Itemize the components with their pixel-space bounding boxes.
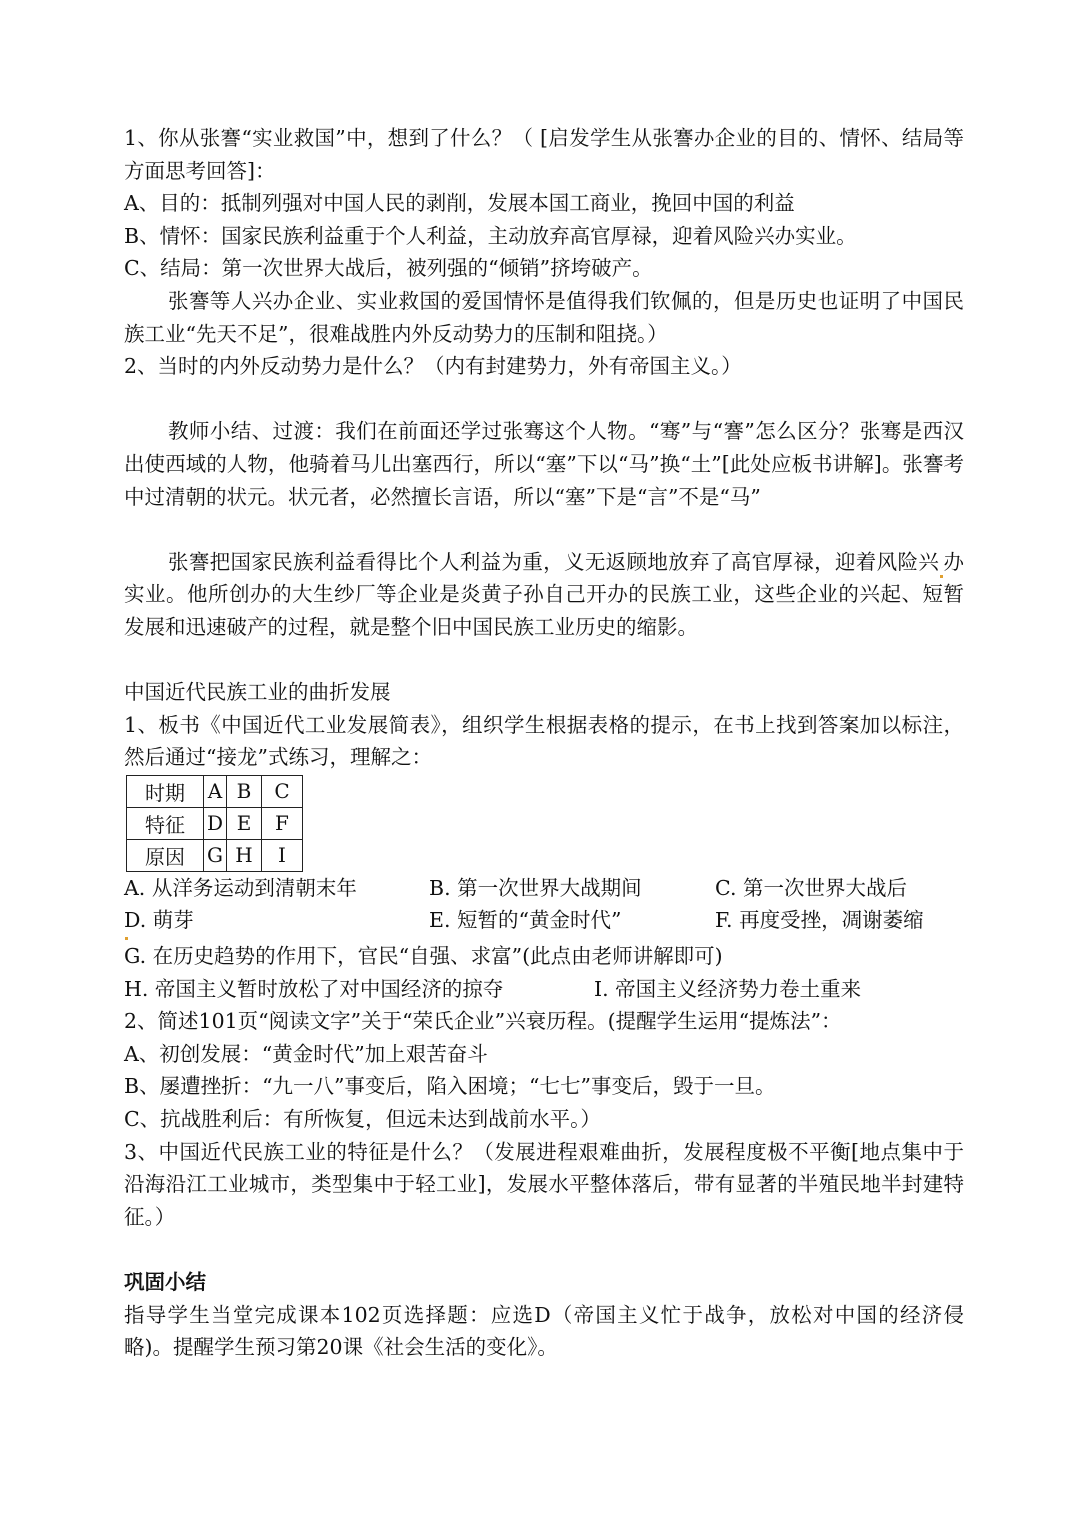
para-before: 张謇把国家民族利益看得比个人利益为重，义无返顾地放弃了高官厚禄，迎着风险兴 (168, 549, 940, 574)
blank-line (124, 383, 964, 416)
teacher-note: 教师小结、过渡：我们在前面还学过张骞这个人物。“骞”与“謇”怎么区分？张骞是西汉出使西域的人物，他骑着马儿出塞西行，所以“塞”下以“马”换“土”[此处应板书讲解]。张謇考中过清朝的状元。状元者，必然擅长言语，所以“塞”下是“言”不是“马” (124, 419, 964, 509)
document-body (124, 122, 964, 1364)
options-row-1 (124, 872, 964, 905)
instruction-1: 1、板书《中国近代工业发展简表》，组织学生根据表格的提示，在书上找到答案加以标注，然后通过“接龙”式练习，理解之： (124, 712, 964, 770)
para-after: 办实业。他所创办的大生纱厂等企业是炎黄子孙自己开办的民族工业，这些企业的兴起、短暂发展和迅速破产的过程，就是整个旧中国民族工业历史的缩影。 (124, 549, 964, 639)
blank-line (124, 1233, 964, 1266)
question-2: 2、当时的内外反动势力是什么？（内有封建势力，外有帝国主义。） (124, 354, 742, 379)
answer-b: B、情怀：国家民族利益重于个人利益，主动放弃高官厚禄，迎着风险兴办实业。 (124, 223, 857, 248)
instruction-2: 2、简述101页“阅读文字”关于“荣氏企业”兴衰历程。(提醒学生运用“提炼法”： (124, 1009, 842, 1034)
table-cell: 时期 (127, 775, 204, 807)
table-cell: E (227, 807, 262, 839)
answer-c: C、结局：第一次世界大战后，被列强的“倾销”挤垮破产。 (124, 256, 653, 281)
option-d: D. 萌芽 (124, 904, 429, 940)
option-f: F. 再度受挫，凋谢萎缩 (715, 908, 924, 933)
table-row (127, 807, 303, 839)
question-1: 1、你从张謇“实业救国”中，想到了什么？（ [启发学生从张謇办企业的目的、情怀、结局等方面思考回答]： (124, 126, 964, 183)
table-cell: I (262, 839, 303, 871)
option-g: G. 在历史趋势的作用下，官民“自强、求富”(此点由老师讲解即可) (124, 944, 723, 969)
instruction-2a: A、初创发展：“黄金时代”加上艰苦奋斗 (124, 1041, 488, 1066)
section-title: 中国近代民族工业的曲折发展 (124, 680, 391, 705)
table-cell: H (227, 839, 262, 871)
instruction-2b: B、屡遭挫折：“九一八”事变后，陷入困境；“七七”事变后，毁于一旦。 (124, 1074, 776, 1099)
option-e: E. 短暂的“黄金时代” (429, 908, 622, 933)
blank-line (124, 644, 964, 677)
development-table (126, 775, 303, 872)
zhangjian-paragraph (124, 546, 964, 644)
summary-paragraph: 张謇等人兴办企业、实业救国的爱国情怀是值得我们钦佩的，但是历史也证明了中国民族工业“先天不足”，很难战胜内外反动势力的压制和阻挠。） (124, 288, 964, 346)
consolidation-heading: 巩固小结 (124, 1270, 206, 1294)
table-cell: F (262, 807, 303, 839)
option-b: B. 第一次世界大战期间 (429, 875, 642, 900)
option-c: C. 第一次世界大战后 (715, 875, 907, 900)
options-row-4 (124, 973, 964, 1006)
table-cell: G (204, 839, 227, 871)
table-row (127, 775, 303, 807)
mark-dot (940, 575, 943, 578)
table-cell: 特征 (127, 807, 204, 839)
options-row-2 (124, 904, 964, 940)
answer-a: A、目的：抵制列强对中国人民的剥削，发展本国工商业，挽回中国的利益 (124, 191, 795, 216)
table-cell: A (204, 775, 227, 807)
consolidation-text: 指导学生当堂完成课本102页选择题：应选D（帝国主义忙于战争，放松对中国的经济侵略)。提醒学生预习第20课《社会生活的变化》。 (124, 1302, 964, 1360)
option-i: I. 帝国主义经济势力卷土重来 (594, 976, 862, 1001)
blank-line (124, 513, 964, 546)
table-cell: B (227, 775, 262, 807)
option-h: H. 帝国主义暂时放松了对中国经济的掠夺 (124, 976, 504, 1001)
option-a: A. 从洋务运动到清朝末年 (124, 875, 357, 900)
table-cell: 原因 (127, 839, 204, 871)
table-cell: C (262, 775, 303, 807)
table-cell: D (204, 807, 227, 839)
table-row (127, 839, 303, 871)
instruction-2c: C、抗战胜利后：有所恢复，但远未达到战前水平。） (124, 1107, 601, 1132)
instruction-3: 3、中国近代民族工业的特征是什么？（发展进程艰难曲折，发展程度极不平衡[地点集中于沿海沿江工业城市，类型集中于轻工业]，发展水平整体落后，带有显著的半殖民地半封建特征。） (124, 1139, 964, 1229)
